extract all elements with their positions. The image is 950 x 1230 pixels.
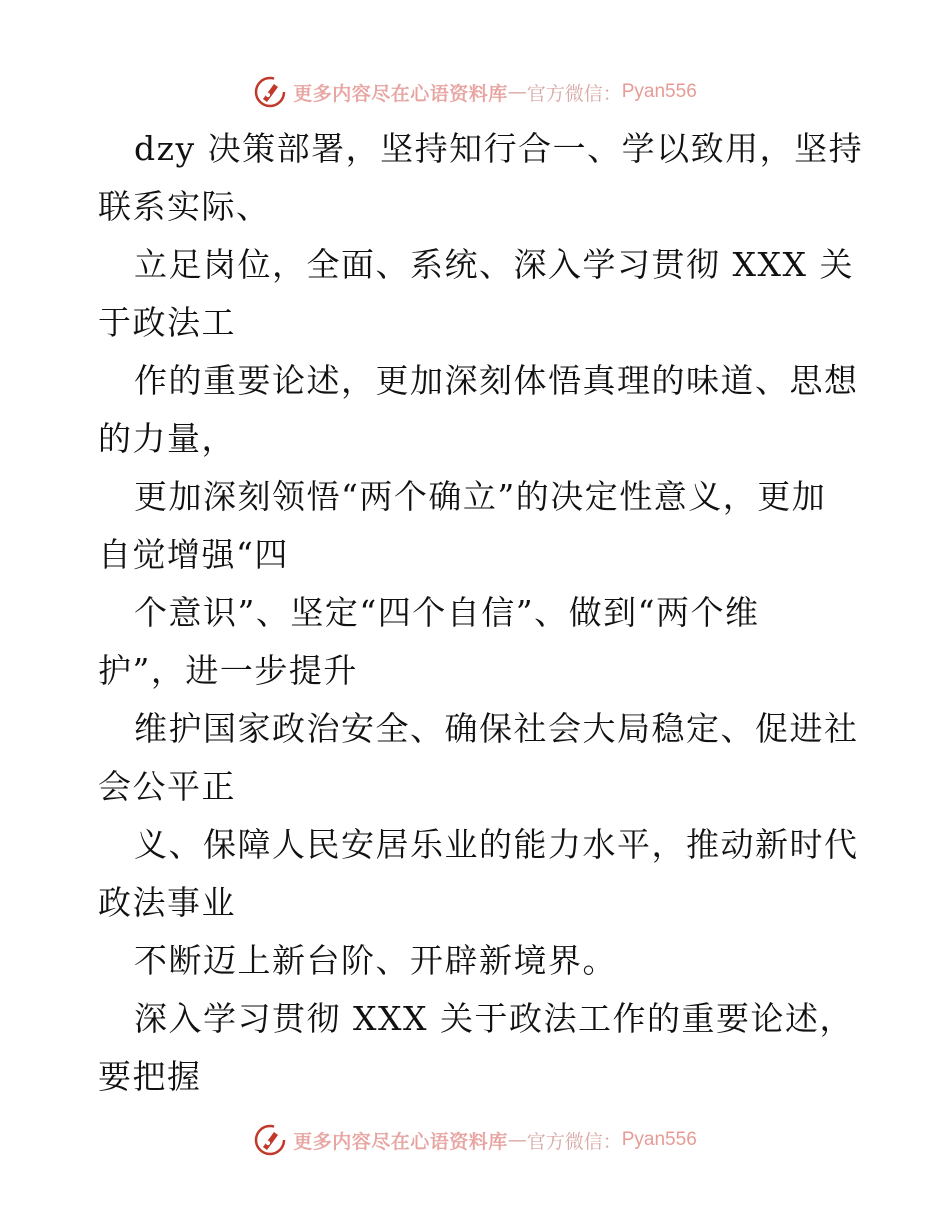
body-line: 更加深刻领悟“两个确立”的决定性意义，更加 — [134, 477, 827, 516]
body-line: 立足岗位，全面、系统、深入学习贯彻 XXX 关 — [134, 245, 854, 284]
footer-watermark — [0, 1120, 950, 1160]
body-line: 深入学习贯彻 XXX 关于政法工作的重要论述， — [134, 999, 854, 1038]
watermark-contact-label: 官方微信： — [526, 1130, 622, 1153]
body-line: 政法事业 — [98, 883, 236, 922]
body-line: dzy 决策部署，坚持知行合一、学以致用，坚持 — [134, 129, 864, 168]
watermark-text: 更多内容尽在心语资料库 — [293, 82, 508, 105]
body-line: 作的重要论述，更加深刻体悟真理的味道、思想 — [134, 361, 859, 400]
body-line: 护”，进一步提升 — [98, 651, 358, 690]
pen-in-circle-icon — [253, 75, 287, 109]
pen-in-circle-icon — [253, 1123, 287, 1157]
watermark-contact-id: Pyan556 — [621, 81, 697, 102]
watermark-contact-id: Pyan556 — [621, 1129, 697, 1150]
watermark-separator: — — [507, 81, 527, 103]
body-line: 要把握 — [98, 1057, 202, 1096]
body-line: 自觉增强“四 — [98, 535, 289, 574]
watermark-contact-label: 官方微信： — [526, 82, 622, 105]
header-watermark — [0, 72, 950, 112]
body-line: 义、保障人民安居乐业的能力水平，推动新时代 — [134, 825, 859, 864]
body-line: 不断迈上新台阶、开辟新境界。 — [134, 941, 617, 980]
body-line: 的力量， — [98, 419, 236, 458]
body-line: 会公平正 — [98, 767, 236, 806]
watermark-separator: — — [507, 1129, 527, 1151]
document-body — [98, 120, 864, 1106]
body-line: 联系实际、 — [98, 187, 271, 226]
body-line: 维护国家政治安全、确保社会大局稳定、促进社 — [134, 709, 859, 748]
watermark-text: 更多内容尽在心语资料库 — [293, 1130, 508, 1153]
body-line: 个意识”、坚定“四个自信”、做到“两个维 — [134, 593, 760, 632]
body-line: 于政法工 — [98, 303, 236, 342]
